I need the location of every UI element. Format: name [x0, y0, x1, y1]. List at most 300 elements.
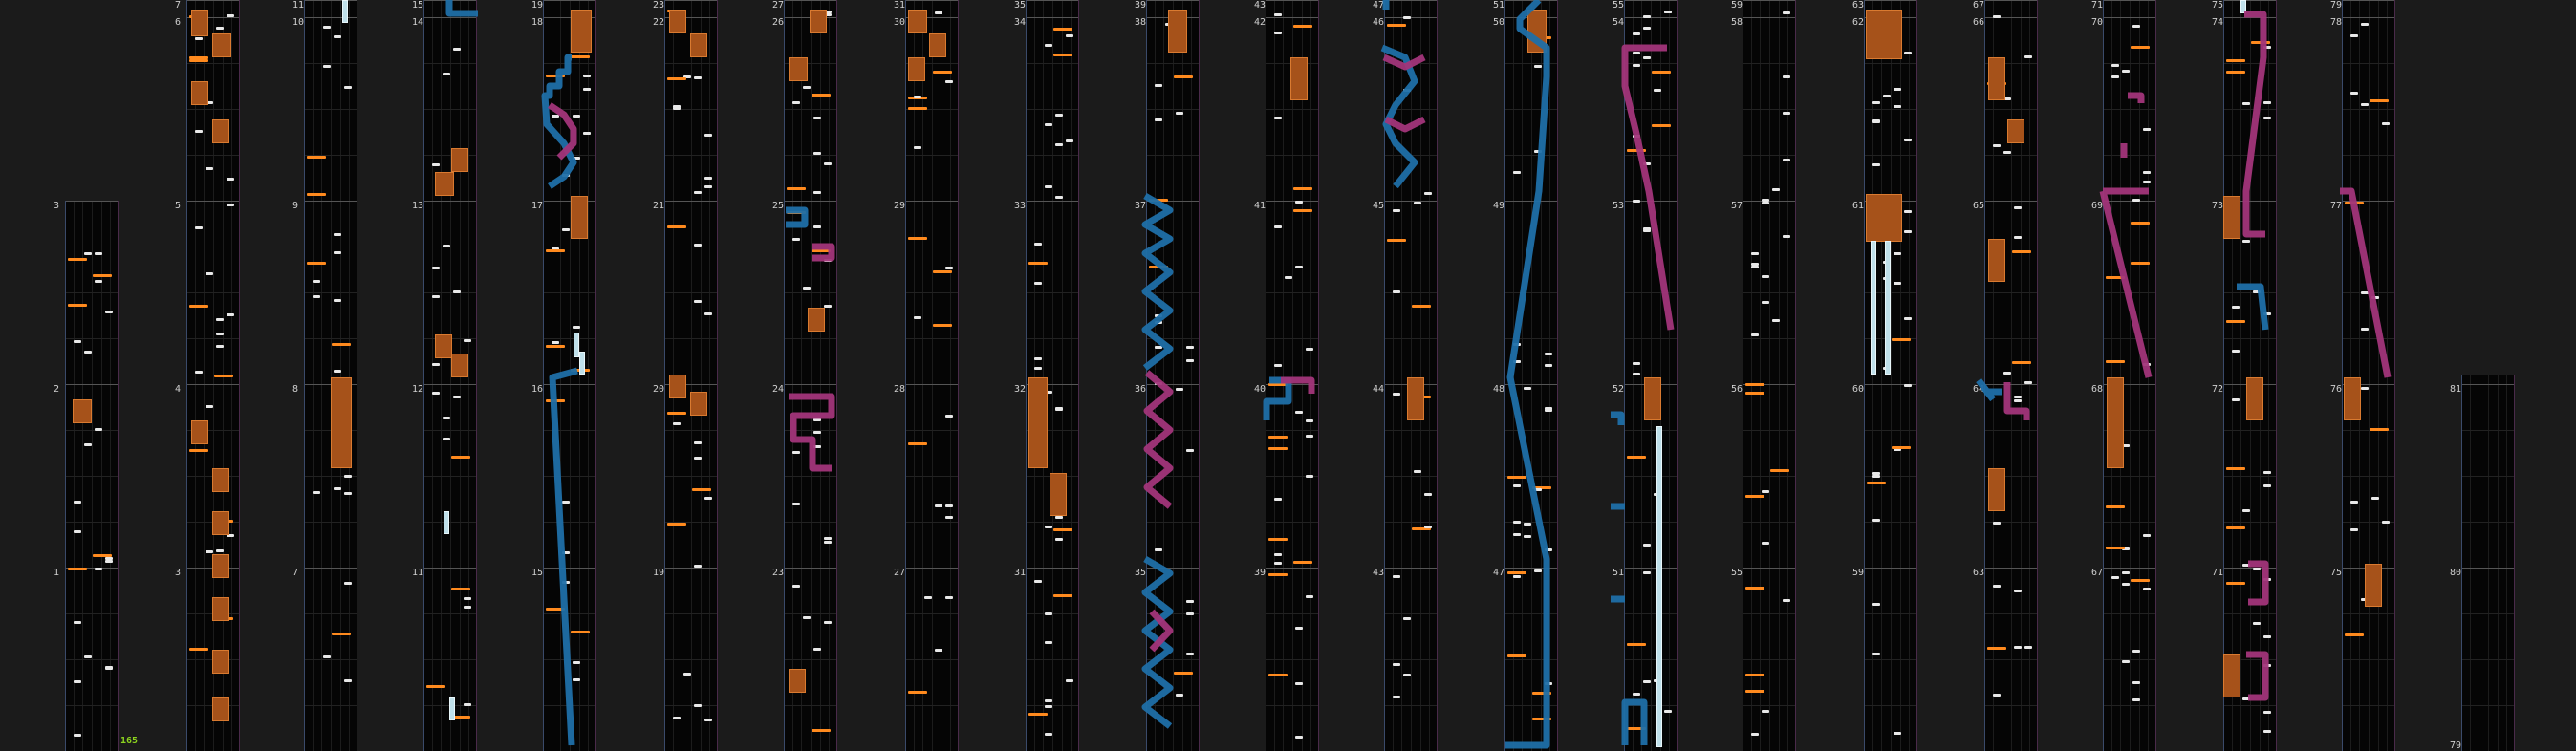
fx-note	[908, 442, 927, 445]
measure-number: 63	[1852, 0, 1865, 11]
measure-number: 37	[1135, 201, 1147, 211]
measure-number: 13	[412, 201, 424, 211]
tap-note	[1045, 705, 1052, 708]
tap-note	[432, 295, 440, 298]
fx-note	[667, 412, 686, 415]
tap-note	[1393, 663, 1400, 666]
tap-note	[2361, 328, 2369, 331]
measure-column	[1864, 0, 1917, 751]
tap-note	[1894, 88, 1901, 91]
tap-note	[1643, 15, 1651, 18]
tap-note	[1524, 535, 1531, 538]
tap-note	[195, 226, 203, 229]
tap-note	[95, 252, 102, 255]
fx-note	[1507, 476, 1526, 479]
fx-note	[1987, 647, 2006, 650]
tap-note	[583, 132, 591, 135]
fx-note	[2131, 579, 2150, 582]
measure-number: 34	[1014, 17, 1027, 28]
fx-note	[1268, 674, 1288, 676]
measure-number: 72	[2212, 384, 2224, 395]
tap-note	[1414, 202, 1421, 204]
measure-number: 79	[2450, 740, 2462, 751]
tap-note	[1783, 112, 1790, 115]
fx-note	[812, 729, 831, 732]
tap-note	[206, 405, 213, 408]
tap-note	[573, 326, 580, 329]
tap-note	[2371, 497, 2379, 500]
tap-note	[1513, 521, 1521, 524]
tap-note	[2132, 199, 2140, 202]
tap-note	[1894, 105, 1901, 108]
measure-column	[186, 0, 240, 751]
chain-block	[435, 172, 454, 196]
tap-note	[1274, 13, 1282, 16]
tap-note	[2263, 117, 2271, 119]
fx-note	[908, 691, 927, 694]
tap-note	[704, 719, 712, 721]
measure-number: 51	[1493, 0, 1505, 11]
tap-note	[334, 370, 341, 373]
tap-note	[1034, 367, 1042, 370]
measure-number: 63	[1973, 568, 1985, 578]
chain-block	[1988, 468, 2005, 511]
measure-column	[2461, 375, 2515, 751]
fx-note	[2226, 582, 2245, 585]
tap-note	[2143, 588, 2151, 590]
tap-note	[1186, 653, 1194, 655]
tap-note	[914, 96, 921, 98]
tap-note	[2132, 25, 2140, 28]
fx-note	[451, 456, 470, 459]
tap-note	[2122, 70, 2130, 73]
tap-note	[1066, 34, 1073, 37]
tap-note	[935, 504, 942, 507]
tap-note	[1904, 210, 1912, 213]
tap-note	[216, 27, 224, 30]
tap-note	[792, 101, 800, 104]
tap-note	[95, 428, 102, 431]
tap-note	[1274, 562, 1282, 565]
tap-note	[84, 655, 92, 658]
tap-note	[803, 287, 811, 290]
tap-note	[1295, 627, 1303, 630]
measure-column	[1504, 0, 1558, 751]
chain-block	[1407, 377, 1424, 420]
tap-note	[84, 351, 92, 354]
tap-note	[432, 363, 440, 366]
fx-note	[451, 588, 470, 590]
chain-block	[331, 377, 352, 468]
measure-number: 73	[2212, 201, 2224, 211]
measure-number: 67	[1973, 0, 1985, 11]
tap-note	[562, 501, 570, 504]
tap-note	[2111, 576, 2119, 579]
measure-number: 69	[2091, 201, 2104, 211]
tap-note	[1513, 171, 1521, 174]
tap-note	[1295, 411, 1303, 414]
chain-block	[1290, 57, 1308, 100]
measure-column	[1266, 0, 1319, 751]
tap-note	[1186, 359, 1194, 362]
fx-note	[1507, 654, 1526, 657]
fx-note	[1627, 149, 1646, 152]
measure-number: 59	[1731, 0, 1743, 11]
measure-number: 51	[1613, 568, 1625, 578]
tap-note	[334, 251, 341, 254]
measure-number: 44	[1373, 384, 1385, 395]
tap-note	[1872, 603, 1880, 606]
tap-note	[1066, 679, 1073, 682]
tap-note	[1295, 682, 1303, 685]
tap-note	[2361, 387, 2369, 390]
tap-note	[945, 504, 953, 507]
chain-block	[212, 119, 229, 143]
tap-note	[216, 549, 224, 552]
measure-number: 39	[1254, 568, 1266, 578]
chain-block	[1050, 473, 1067, 516]
measure-number: 62	[1852, 17, 1865, 28]
measure-number: 3	[54, 201, 60, 211]
measure-number: 30	[894, 17, 906, 28]
measure-number: 74	[2212, 17, 2224, 28]
tap-note	[1904, 317, 1912, 320]
tap-note	[2242, 697, 2250, 700]
fx-note	[1627, 643, 1646, 646]
tap-note	[2014, 396, 2022, 398]
tap-note	[2253, 568, 2261, 570]
tap-note	[1664, 710, 1672, 713]
tap-note	[1034, 580, 1042, 583]
measure-number: 5	[175, 201, 182, 211]
measure-number: 32	[1014, 384, 1027, 395]
measure-number: 76	[2330, 384, 2343, 395]
tap-note	[1872, 163, 1880, 166]
tap-note	[803, 86, 811, 89]
fx-note	[2106, 276, 2125, 279]
tap-note	[2361, 103, 2369, 106]
chain-block	[212, 511, 229, 535]
chain-block	[191, 420, 208, 444]
measure-number: 59	[1852, 568, 1865, 578]
tap-note	[1904, 230, 1912, 233]
tap-note	[1643, 571, 1651, 574]
tap-note	[105, 560, 113, 563]
measure-column	[1624, 0, 1678, 751]
tap-note	[2263, 635, 2271, 638]
measure-number: 19	[531, 0, 544, 11]
tap-note	[464, 606, 471, 609]
tap-note	[195, 37, 203, 40]
measure-number: 16	[531, 384, 544, 395]
fx-note	[1268, 573, 1288, 576]
tap-note	[1045, 733, 1052, 736]
chain-block	[571, 10, 592, 53]
tap-note	[694, 457, 702, 460]
tap-note	[1783, 159, 1790, 161]
measure-number: 81	[2450, 384, 2462, 395]
tap-note	[334, 233, 341, 236]
tap-note	[1664, 11, 1672, 13]
chain-block	[2107, 377, 2124, 468]
measure-number: 75	[2212, 0, 2224, 11]
tap-note	[1274, 498, 1282, 501]
tap-note	[562, 581, 570, 584]
fx-note	[2131, 222, 2150, 225]
fx-note	[812, 249, 831, 252]
tap-note	[1872, 519, 1880, 522]
tap-note	[1993, 694, 2001, 697]
fx-note	[908, 107, 927, 110]
tap-note	[1872, 475, 1880, 478]
tap-note	[1751, 333, 1759, 336]
tap-note	[792, 585, 800, 588]
tap-note	[443, 438, 450, 440]
tap-note	[1513, 533, 1521, 536]
tap-note	[313, 491, 320, 494]
fx-note	[2251, 41, 2270, 44]
fx-note	[546, 75, 565, 77]
tap-note	[2232, 350, 2240, 353]
tap-note	[1055, 196, 1063, 199]
hold-note	[444, 511, 449, 534]
tap-note	[1643, 544, 1651, 547]
tap-note	[2382, 521, 2390, 524]
tap-note	[74, 340, 81, 343]
tap-note	[2132, 698, 2140, 701]
tap-note	[1186, 346, 1194, 349]
tap-note	[1643, 27, 1651, 30]
tap-note	[673, 422, 681, 425]
measure-number: 15	[531, 568, 544, 578]
fx-note	[2226, 320, 2245, 323]
fx-note	[1149, 199, 1168, 202]
tap-note	[562, 551, 570, 554]
chain-block	[2223, 196, 2240, 239]
tap-note	[2350, 92, 2358, 95]
tap-note	[824, 305, 832, 308]
tap-note	[1403, 674, 1411, 676]
hold-note	[1656, 426, 1662, 747]
tap-note	[2232, 398, 2240, 401]
fx-note	[933, 324, 952, 327]
hold-note	[2240, 0, 2246, 13]
tap-note	[813, 191, 821, 194]
chain-block	[73, 399, 92, 423]
measure-number: 56	[1731, 384, 1743, 395]
tap-note	[1045, 185, 1052, 188]
fx-note	[1268, 538, 1288, 541]
tap-note	[1393, 290, 1400, 293]
fx-note	[571, 631, 590, 633]
tap-note	[704, 134, 712, 137]
tap-note	[1545, 407, 1552, 410]
tap-note	[464, 597, 471, 600]
tap-note	[1762, 275, 1769, 278]
tap-note	[2143, 363, 2151, 366]
fx-note	[2106, 360, 2125, 363]
tap-note	[792, 238, 800, 241]
tap-note	[583, 75, 591, 77]
tap-note	[2014, 236, 2022, 239]
tap-note	[694, 300, 702, 303]
fx-note	[908, 237, 927, 240]
chain-block	[690, 33, 707, 57]
fx-note	[2226, 467, 2245, 470]
tap-note	[1751, 252, 1759, 255]
chain-block	[451, 148, 468, 172]
tap-note	[1513, 343, 1521, 346]
measure-number: 23	[653, 0, 665, 11]
tap-note	[552, 341, 559, 344]
tap-note	[1633, 693, 1640, 696]
measure-number: 31	[1014, 568, 1027, 578]
tap-note	[2361, 291, 2369, 294]
fx-note	[1745, 392, 1764, 395]
tap-note	[1393, 209, 1400, 212]
tap-note	[1654, 89, 1661, 92]
measure-number: 21	[653, 201, 665, 211]
tap-note	[1055, 143, 1063, 146]
measure-number: 45	[1373, 201, 1385, 211]
fx-note	[1053, 528, 1072, 531]
tap-note	[2232, 306, 2240, 309]
hold-note	[1885, 241, 1891, 375]
measure-column	[65, 201, 119, 751]
tap-note	[313, 295, 320, 298]
tap-note	[1306, 348, 1313, 351]
tap-note	[334, 35, 341, 38]
tap-note	[1155, 346, 1162, 349]
fx-note	[189, 59, 208, 62]
tap-note	[1424, 493, 1432, 496]
tap-note	[694, 441, 702, 444]
tap-note	[694, 191, 702, 194]
tap-note	[1534, 569, 1542, 572]
tap-note	[2253, 622, 2261, 625]
measure-number: 3	[175, 568, 182, 578]
tap-note	[1186, 600, 1194, 603]
fx-note	[1745, 587, 1764, 590]
measure-number: 66	[1973, 17, 1985, 28]
tap-note	[813, 152, 821, 155]
tap-note	[74, 530, 81, 533]
tap-note	[84, 443, 92, 446]
fx-note	[692, 488, 711, 491]
tap-note	[1643, 162, 1651, 165]
tap-note	[2361, 23, 2369, 26]
tap-note	[2122, 571, 2130, 574]
tap-note	[1274, 32, 1282, 34]
measure-number: 67	[2091, 568, 2104, 578]
tap-note	[105, 311, 113, 313]
chain-block	[1527, 10, 1547, 53]
tap-note	[1045, 699, 1052, 702]
fx-note	[1387, 24, 1406, 27]
fx-note	[1745, 495, 1764, 498]
tap-note	[206, 550, 213, 553]
tap-note	[1403, 617, 1411, 620]
tap-note	[1045, 526, 1052, 528]
tap-note	[945, 415, 953, 418]
fx-note	[1507, 571, 1526, 574]
tap-note	[344, 679, 352, 682]
tap-note	[2382, 122, 2390, 125]
tap-note	[1545, 364, 1552, 367]
fx-note	[2226, 59, 2245, 62]
tap-note	[1633, 373, 1640, 376]
fx-note	[1028, 713, 1048, 716]
measure-column	[543, 0, 596, 751]
fx-note	[933, 270, 952, 273]
tap-note	[673, 107, 681, 110]
tap-note	[562, 174, 570, 177]
fx-note	[2370, 428, 2389, 431]
tap-note	[824, 162, 832, 165]
tap-note	[2143, 171, 2151, 174]
chain-block	[908, 10, 927, 33]
hold-note	[579, 352, 585, 375]
measure-column	[905, 0, 959, 751]
tap-note	[2143, 181, 2151, 183]
tap-note	[432, 392, 440, 395]
measure-number: 7	[175, 0, 182, 11]
tap-note	[1545, 548, 1552, 551]
fx-note	[667, 77, 686, 80]
tap-note	[1393, 575, 1400, 578]
tap-note	[1904, 139, 1912, 141]
tap-note	[1772, 319, 1780, 322]
tap-note	[1643, 680, 1651, 683]
tap-note	[1904, 52, 1912, 54]
measure-column	[1384, 0, 1438, 751]
tap-note	[2350, 528, 2358, 531]
tap-note	[1055, 114, 1063, 117]
fx-note	[1652, 71, 1671, 74]
measure-number: 14	[412, 17, 424, 28]
fx-note	[1053, 54, 1072, 56]
tap-note	[195, 371, 203, 374]
measure-number: 10	[292, 17, 305, 28]
tap-note	[1643, 229, 1651, 232]
tap-note	[2263, 312, 2271, 315]
measure-column	[1146, 0, 1200, 751]
tap-note	[344, 86, 352, 89]
tap-note	[1762, 490, 1769, 493]
tap-note	[2350, 501, 2358, 504]
fx-note	[68, 568, 87, 570]
tap-note	[2122, 583, 2130, 586]
measure-number: 70	[2091, 17, 2104, 28]
fx-note	[546, 399, 565, 402]
tap-note	[1393, 696, 1400, 698]
measure-column	[304, 0, 357, 751]
measure-number: 48	[1493, 384, 1505, 395]
tap-note	[1633, 200, 1640, 203]
chain-block	[2007, 119, 2024, 143]
tap-note	[1186, 612, 1194, 615]
tap-note	[1045, 612, 1052, 615]
tap-note	[945, 267, 953, 269]
measure-number: 55	[1731, 568, 1743, 578]
tap-note	[443, 245, 450, 247]
measure-column	[2342, 0, 2395, 751]
tap-note	[945, 516, 953, 519]
tap-note	[74, 621, 81, 624]
tap-note	[573, 661, 580, 664]
fx-note	[93, 274, 112, 277]
fx-note	[2106, 547, 2125, 549]
